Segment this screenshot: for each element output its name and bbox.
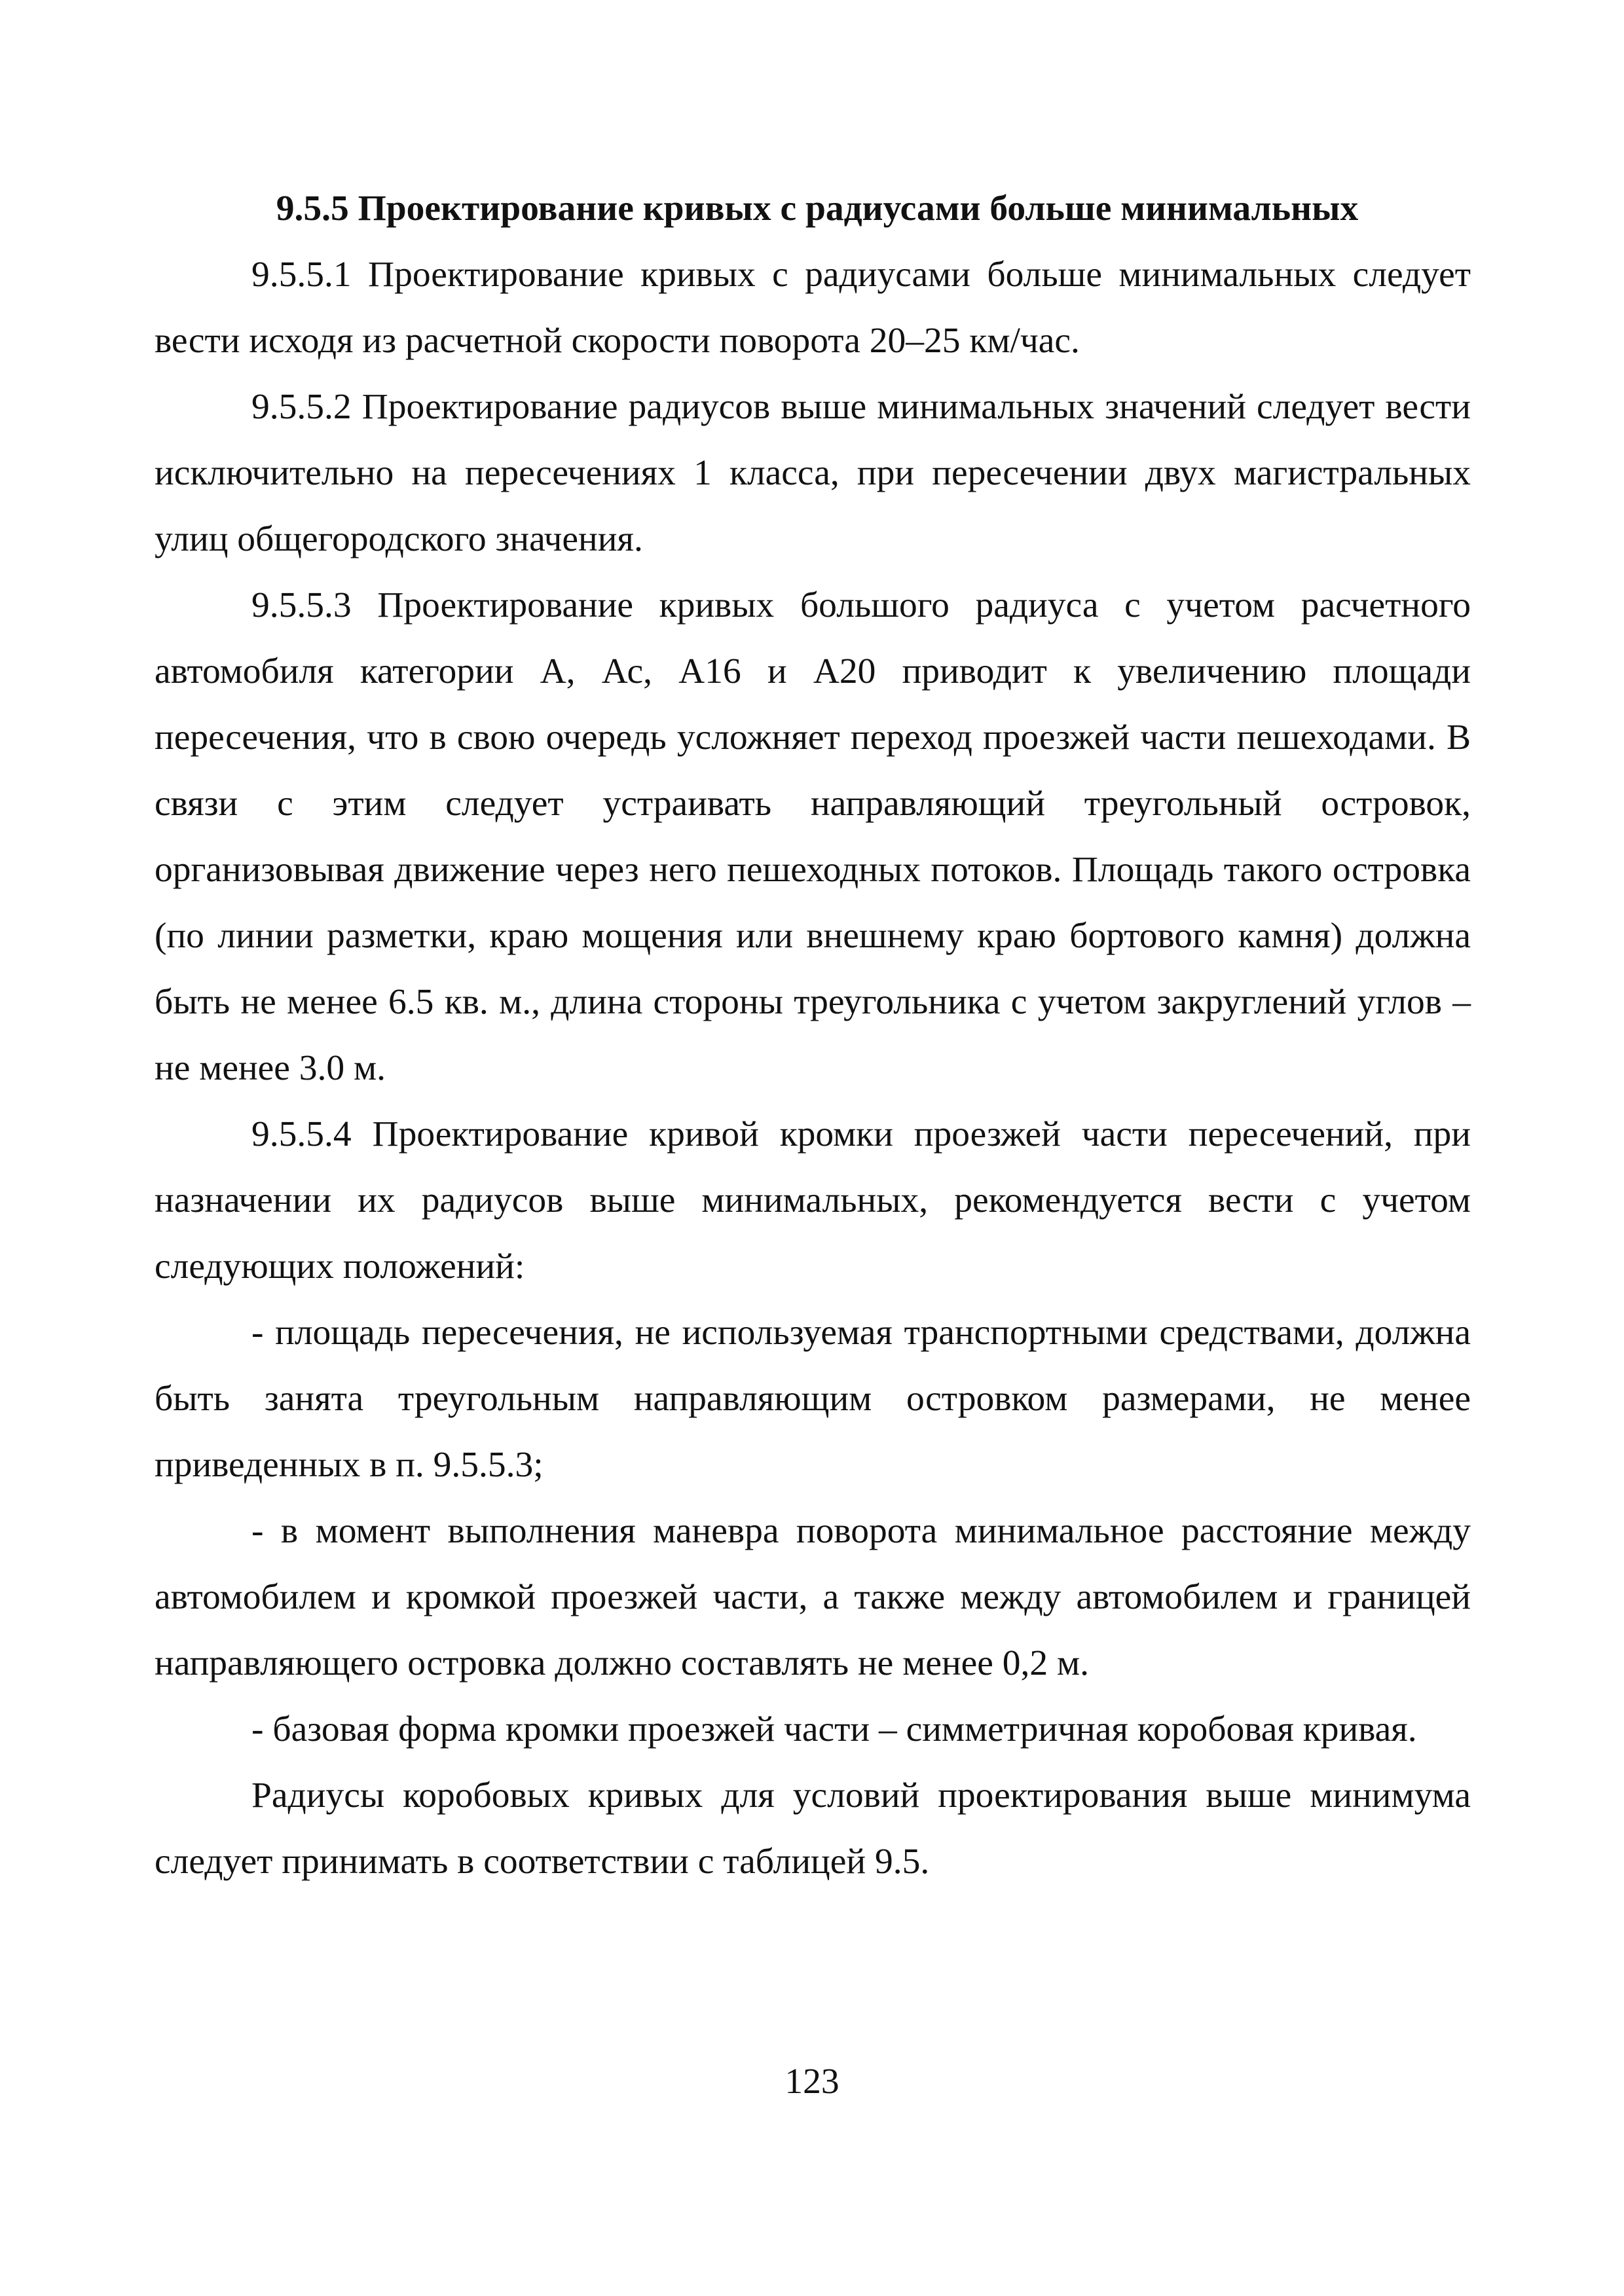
- list-item-distance: - в момент выполнения маневра поворота минимальное расстояние между автомобилем и кромкой проезжей части, а также между автомобилем и границей направляющего островка должно составлять не менее 0,2 м.: [155, 1511, 1471, 1683]
- paragraph-9-5-5-1: 9.5.5.1 Проектирование кривых с радиусами больше минимальных следует вести исходя из расчетной скорости поворота 20–25 км/час.: [155, 255, 1471, 361]
- page-number: 123: [784, 2062, 840, 2102]
- list-item-base-form: - базовая форма кромки проезжей части – симметричная коробовая кривая.: [251, 1709, 1417, 1749]
- paragraph-9-5-5-3: 9.5.5.3 Проектирование кривых большого радиуса с учетом расчетного автомобиля категории А, Ас, А16 и А20 приводит к увеличению площади пересечения, что в свою очередь усложняет переход проезжей части пешеходами. В связи с этим следует устраивать направляющий треугольный островок, организовывая движение через него пешеходных потоков. Площадь такого островка (по линии разметки, краю мощения или внешнему краю бортового камня) должна быть не менее 6.5 кв. м., длина стороны треугольника с учетом закруглений углов – не менее 3.0 м.: [155, 585, 1471, 1088]
- document-page: [155, 175, 1471, 1895]
- section-heading: 9.5.5 Проектирование кривых с радиусами больше минимальных: [276, 189, 1359, 228]
- list-item-area: - площадь пересечения, не используемая транспортными средствами, должна быть занята треугольным направляющим островком размерами, не менее приведенных в п. 9.5.5.3;: [155, 1313, 1471, 1485]
- paragraph-table-reference: Радиусы коробовых кривых для условий проектирования выше минимума следует принимать в соответствии с таблицей 9.5.: [155, 1776, 1471, 1882]
- paragraph-9-5-5-4: 9.5.5.4 Проектирование кривой кромки проезжей части пересечений, при назначении их радиусов выше минимальных, рекомендуется вести с учетом следующих положений:: [155, 1114, 1471, 1286]
- paragraph-9-5-5-2: 9.5.5.2 Проектирование радиусов выше минимальных значений следует вести исключительно на пересечениях 1 класса, при пересечении двух магистральных улиц общегородского значения.: [155, 387, 1471, 559]
